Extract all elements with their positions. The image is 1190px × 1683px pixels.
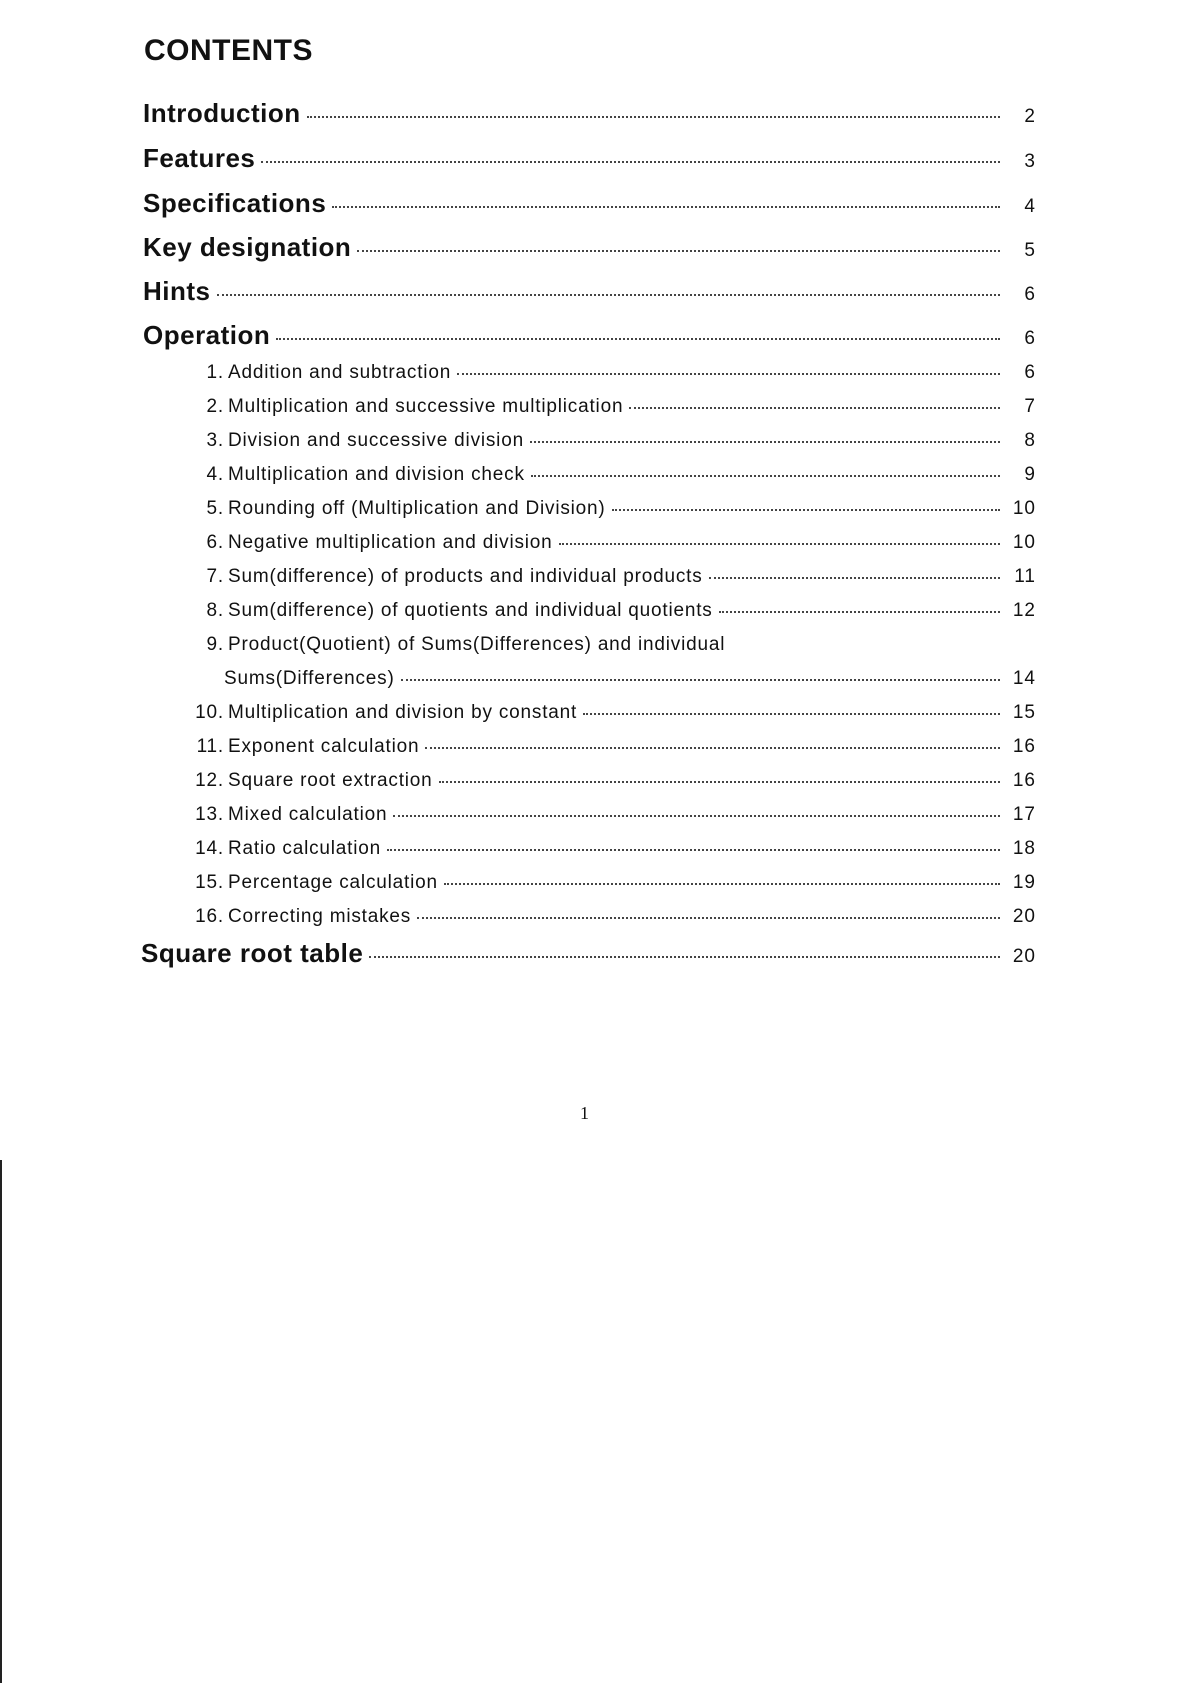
toc-page-number: 10 [1012, 498, 1036, 519]
toc-label: Product(Quotient) of Sums(Differences) and individual [228, 634, 726, 655]
dot-leader [457, 373, 1000, 375]
dot-leader [393, 815, 1000, 817]
toc-page-number: 20 [1012, 906, 1036, 927]
dot-leader [531, 475, 1000, 477]
toc-item-number: 3. [206, 430, 224, 451]
dot-leader [261, 161, 1000, 163]
toc-label: Hints [143, 276, 211, 306]
toc-item-number: 14. [195, 838, 224, 859]
toc-subentry[interactable] [190, 736, 1036, 758]
toc-subentry[interactable] [190, 770, 1036, 792]
toc-subentry-continuation[interactable] [224, 668, 1036, 690]
toc-subentry[interactable] [190, 396, 1036, 418]
toc-label: Multiplication and division check [228, 464, 525, 485]
page-number: 1 [580, 1103, 589, 1123]
toc-entry-features[interactable] [143, 143, 1036, 174]
toc-item-number: 16. [195, 906, 224, 927]
toc-entry-square-root-table[interactable] [141, 938, 1036, 969]
toc-subentry[interactable] [190, 430, 1036, 452]
toc-page-number: 4 [1024, 196, 1036, 217]
toc-label: Multiplication and successive multiplication [228, 396, 624, 417]
dot-leader [709, 577, 1000, 579]
toc-page-number: 18 [1012, 838, 1036, 859]
toc-entry-introduction[interactable] [143, 98, 1036, 129]
page-title: CONTENTS [144, 34, 313, 67]
toc-subentry[interactable] [190, 872, 1036, 894]
toc-item-number: 15. [195, 872, 224, 893]
toc-label: Multiplication and division by constant [228, 702, 578, 723]
toc-label: Features [143, 143, 256, 173]
toc-page-number: 19 [1012, 872, 1036, 893]
toc-label: Square root table [141, 938, 364, 968]
dot-leader [444, 883, 1000, 885]
dot-leader [307, 116, 1000, 118]
toc-item-number: 6. [206, 532, 224, 553]
toc-item-number: 5. [206, 498, 224, 519]
dot-leader [387, 849, 1000, 851]
toc-label: Specifications [143, 188, 327, 218]
toc-label: Negative multiplication and division [228, 532, 553, 553]
toc-subentry[interactable] [190, 634, 1036, 656]
dot-leader [439, 781, 1000, 783]
dot-leader [719, 611, 1000, 613]
toc-label: Exponent calculation [228, 736, 420, 757]
toc-subentry[interactable] [190, 532, 1036, 554]
dot-leader [369, 956, 1000, 958]
dot-leader [217, 294, 1001, 296]
toc-page-number: 3 [1024, 151, 1036, 172]
toc-item-number: 11. [196, 736, 224, 757]
toc-label: Operation [143, 320, 271, 350]
toc-page-number: 7 [1024, 396, 1036, 417]
toc-label: Square root extraction [228, 770, 433, 791]
toc-label: Sums(Differences) [224, 668, 395, 689]
toc-page-number: 9 [1024, 464, 1036, 485]
toc-page-number: 12 [1012, 600, 1036, 621]
toc-label: Sum(difference) of products and individual products [228, 566, 703, 587]
toc-page-number: 15 [1012, 702, 1036, 723]
toc-subentry[interactable] [190, 362, 1036, 384]
toc-page-number: 2 [1024, 106, 1036, 127]
dot-leader [425, 747, 1000, 749]
toc-subentry[interactable] [190, 804, 1036, 826]
toc-page-number: 6 [1024, 284, 1036, 305]
toc-page-number: 6 [1024, 362, 1036, 383]
toc-subentry[interactable] [190, 702, 1036, 724]
dot-leader [530, 441, 1000, 443]
toc-label: Addition and subtraction [228, 362, 452, 383]
toc-item-number: 1. [206, 362, 224, 383]
toc-page-number: 5 [1024, 240, 1036, 261]
toc-page-number: 20 [1012, 946, 1036, 967]
toc-item-number: 2. [206, 396, 224, 417]
dot-leader [276, 338, 1000, 340]
toc-entry-key-designation[interactable] [143, 232, 1036, 263]
toc-item-number: 13. [195, 804, 224, 825]
toc-subentry[interactable] [190, 566, 1036, 588]
scan-edge-line [0, 1160, 2, 1683]
toc-item-number: 8. [206, 600, 224, 621]
toc-item-number: 10. [195, 702, 224, 723]
dot-leader [401, 679, 1000, 681]
toc-label: Mixed calculation [228, 804, 388, 825]
dot-leader [417, 917, 1000, 919]
toc-label: Ratio calculation [228, 838, 382, 859]
toc-item-number: 12. [195, 770, 224, 791]
toc-page-number: 8 [1024, 430, 1036, 451]
toc-subentry[interactable] [190, 498, 1036, 520]
toc-page-number: 10 [1012, 532, 1036, 553]
toc-page-number: 14 [1012, 668, 1036, 689]
dot-leader [629, 407, 1000, 409]
toc-label: Key designation [143, 232, 352, 262]
toc-page-number: 16 [1012, 736, 1036, 757]
toc-page-number: 16 [1012, 770, 1036, 791]
dot-leader [583, 713, 1000, 715]
toc-subentry[interactable] [190, 600, 1036, 622]
toc-label: Correcting mistakes [228, 906, 412, 927]
toc-item-number: 7. [206, 566, 224, 587]
toc-label: Rounding off (Multiplication and Division) [228, 498, 606, 519]
toc-label: Division and successive division [228, 430, 524, 451]
toc-subentry[interactable] [190, 838, 1036, 860]
dot-leader [357, 250, 1000, 252]
dot-leader [559, 543, 1000, 545]
toc-label: Sum(difference) of quotients and individual quotients [228, 600, 713, 621]
toc-page-number: 17 [1012, 804, 1036, 825]
toc-label: Percentage calculation [228, 872, 438, 893]
toc-item-number: 4. [206, 464, 224, 485]
toc-entry-hints[interactable] [143, 276, 1036, 307]
toc-subentry[interactable] [190, 464, 1036, 486]
toc-page-number: 6 [1024, 328, 1036, 349]
toc-entry-operation[interactable] [143, 320, 1036, 351]
toc-subentry[interactable] [190, 906, 1036, 928]
dot-leader [612, 509, 1000, 511]
toc-entry-specifications[interactable] [143, 188, 1036, 219]
dot-leader [332, 206, 1000, 208]
toc-item-number: 9. [206, 634, 224, 655]
toc-label: Introduction [143, 98, 301, 128]
toc-page-number: 11 [1014, 566, 1036, 587]
